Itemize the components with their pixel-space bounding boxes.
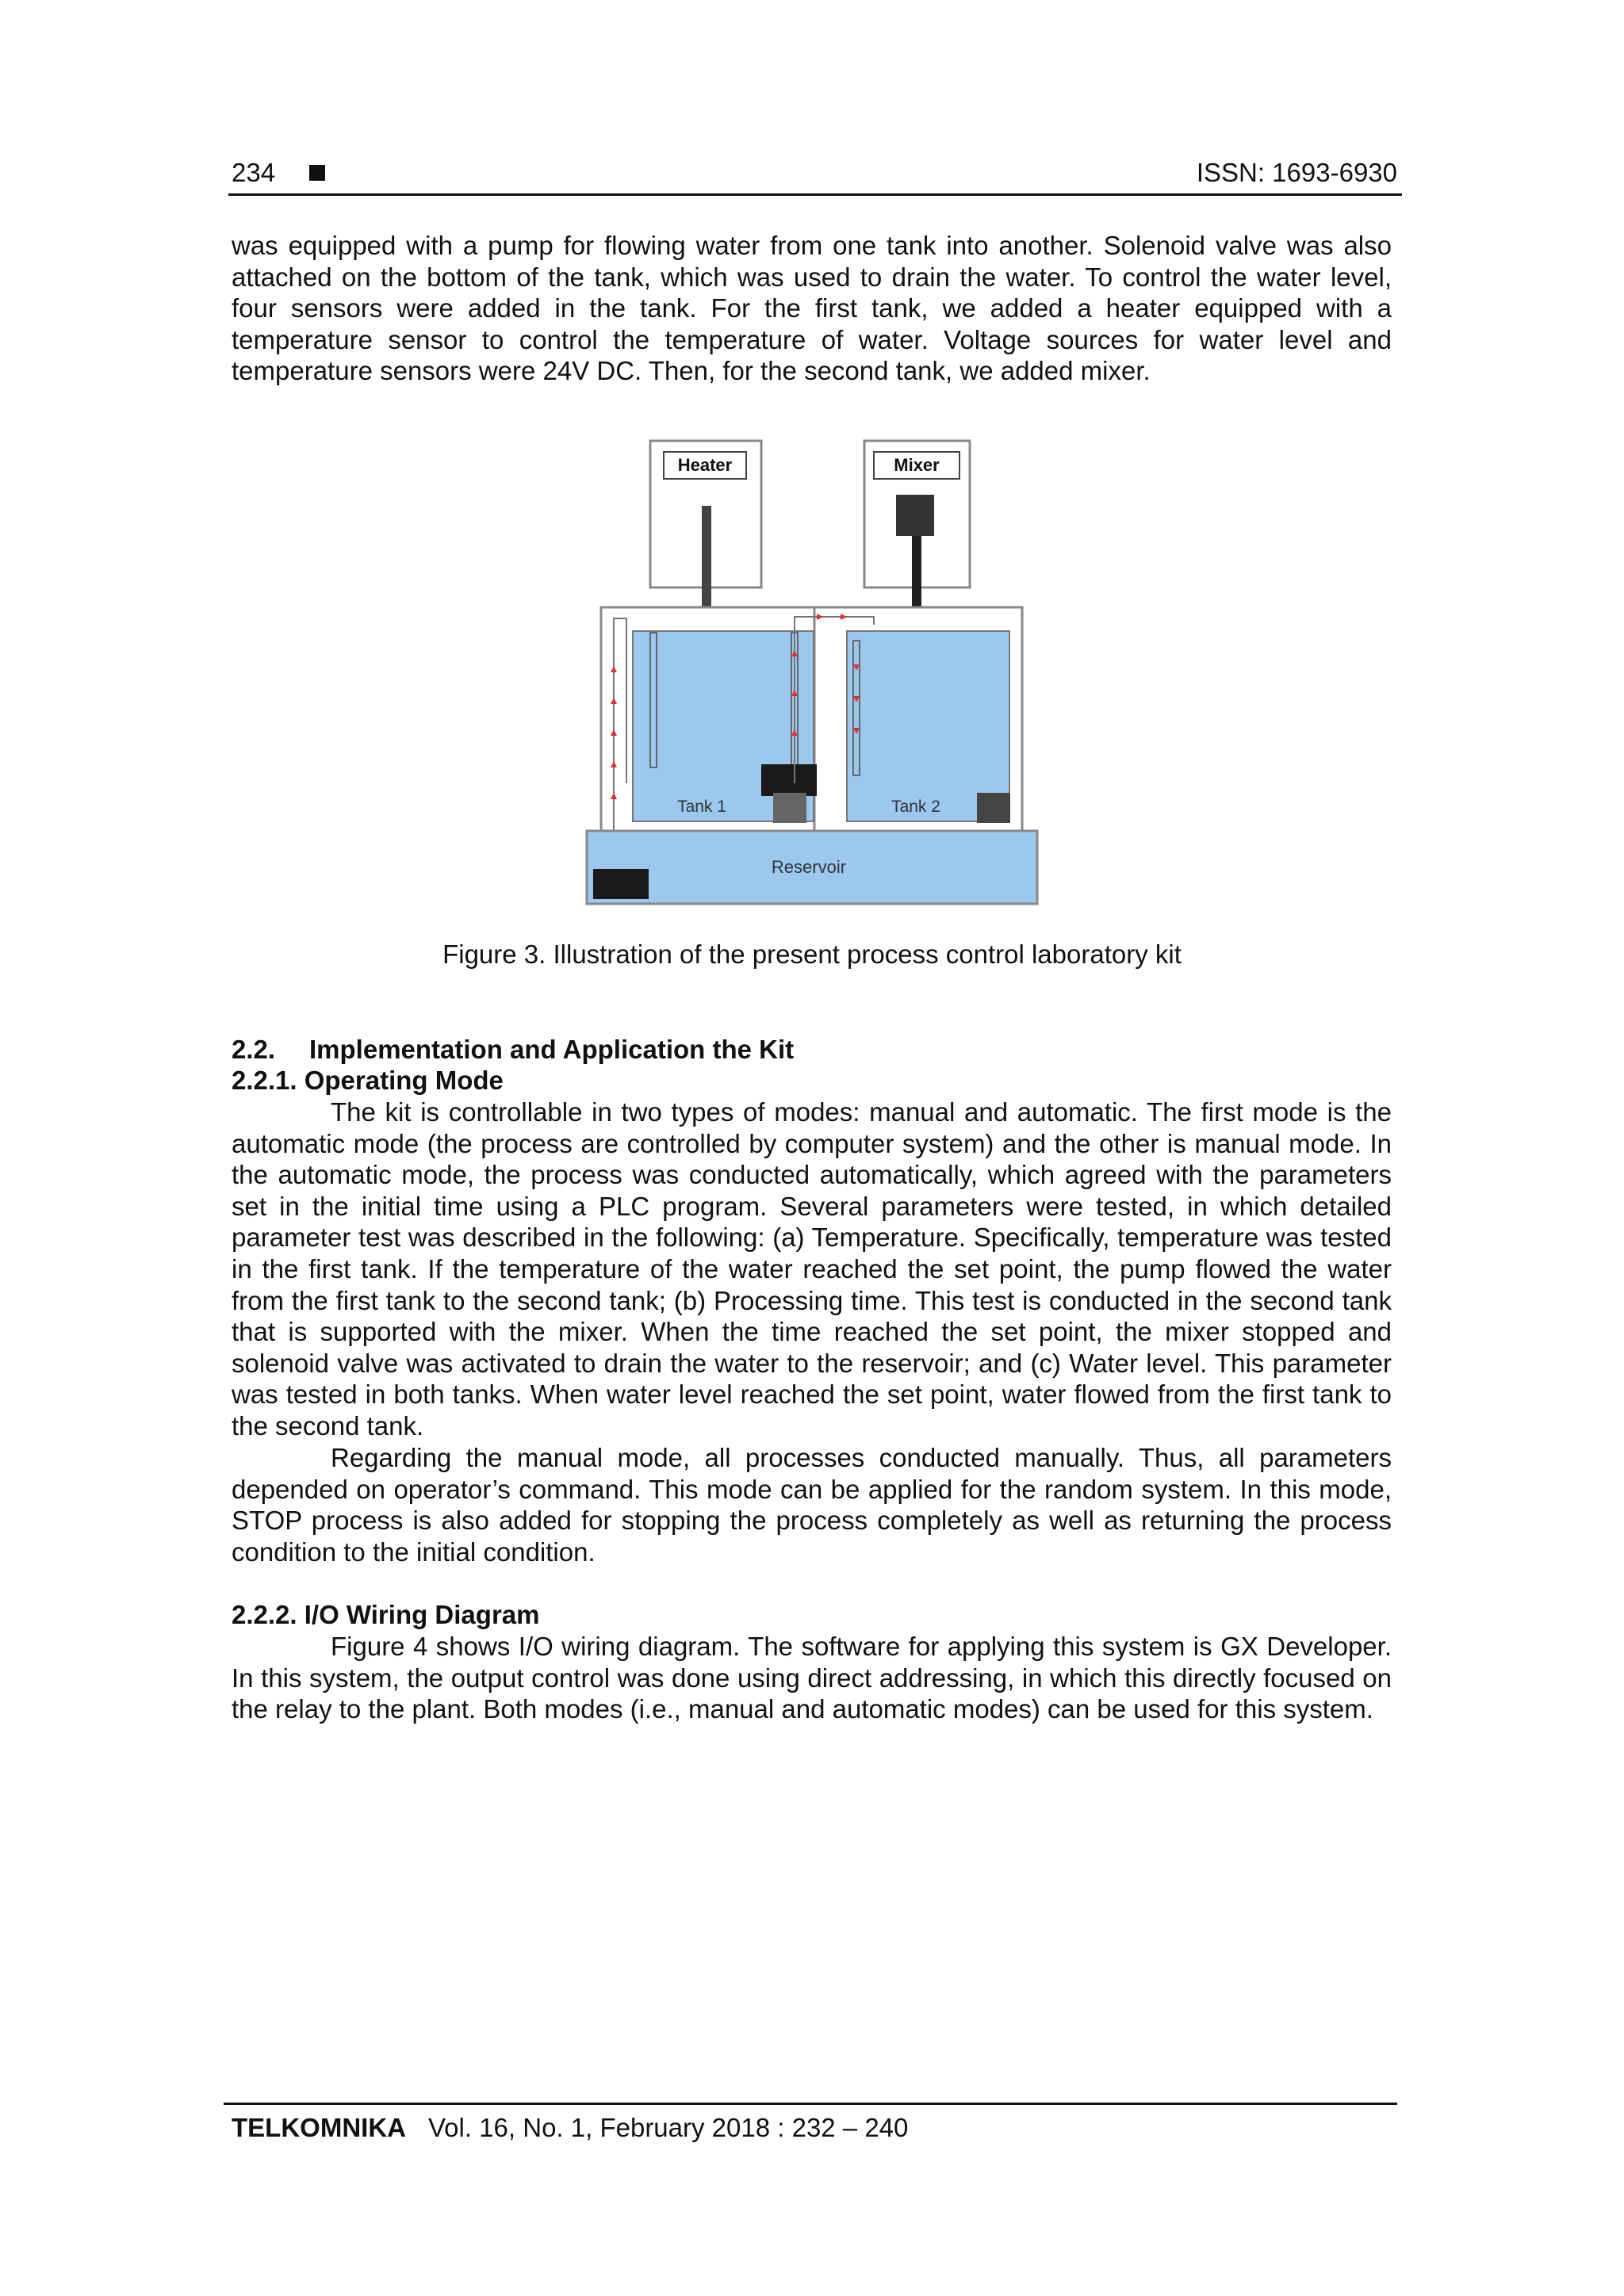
- mixer-label: Mixer: [894, 455, 940, 475]
- running-footer: [232, 2109, 908, 2147]
- citation: Vol. 16, No. 1, February 2018 : 232 – 240: [427, 2113, 909, 2142]
- figure-caption: Figure 3. Illustration of the present process control laboratory kit: [442, 939, 1182, 969]
- header-rule: [228, 193, 1402, 196]
- section-title: Implementation and Application the Kit: [309, 1035, 795, 1064]
- tank2-valve: [977, 793, 1010, 823]
- tank1-label: Tank 1: [677, 798, 726, 816]
- pump: [593, 869, 649, 899]
- heater-element: [761, 764, 817, 796]
- page-number: 234: [232, 158, 276, 187]
- subsection-heading-2-2-1: 2.2.1. Operating Mode: [232, 1066, 504, 1095]
- subsection-heading-2-2-2: 2.2.2. I/O Wiring Diagram: [232, 1600, 540, 1629]
- section-number: 2.2.: [232, 1035, 276, 1064]
- running-header: [232, 154, 1397, 192]
- paragraph-manual-mode: Regarding the manual mode, all processes conducted manually. Thus, all parameters depended on operator’s command. This mode can be applied for the random system. In this mode, STOP process is also added for stopping the process completely as well as returning the process condition to the initial condition.: [232, 1443, 1392, 1567]
- paragraph-intro: was equipped with a pump for flowing water from one tank into another. Solenoid valve was also attached on the bottom of the tank, which was used to drain the water. To control the water level, four sensors were added in the tank. For the first tank, we added a heater equipped with a temperature sensor to control the temperature of water. Voltage sources for water level and temperature sensors were 24V DC. Then, for the second tank, we added mixer.: [232, 231, 1392, 386]
- heater-label: Heater: [677, 455, 733, 475]
- paragraph-wiring: Figure 4 shows I/O wiring diagram. The software for applying this system is GX Developer. In this system, the output control was done using direct addressing, in which this directly focused on the relay to the plant. Both modes (i.e., manual and automatic modes) can be used for this system.: [232, 1632, 1392, 1724]
- tank2-label: Tank 2: [891, 798, 940, 816]
- issn: ISSN: 1693-6930: [1196, 158, 1397, 187]
- footer-rule: [224, 2103, 1397, 2105]
- mixer-motor: [896, 495, 934, 536]
- square-bullet-icon: [309, 165, 325, 181]
- tank1-valve: [773, 793, 806, 823]
- journal-name: TELKOMNIKA: [232, 2113, 406, 2142]
- section-heading-2-2: [232, 1034, 794, 1066]
- paragraph-operating-mode: The kit is controllable in two types of modes: manual and automatic. The first mode is the automatic mode (the process are controlled by computer system) and the other is manual mode. In the automatic mode, the process was conducted automatically, which agreed with the parameters set in the initial time using a PLC program. Several parameters were tested, in which detailed parameter test was described in the following: (a) Temperature. Specifically, temperature was tested in the first tank. If the temperature of the water reached the set point, the pump flowed the water from the first tank to the second tank; (b) Processing time. This test is conducted in the second tank that is supported with the mixer. When the time reached the set point, the mixer stopped and solenoid valve was activated to drain the water to the reservoir; and (c) Water level. This parameter was tested in both tanks. When water level reached the set point, water flowed from the first tank to the second tank.: [232, 1097, 1392, 1441]
- figure-3-diagram: [579, 434, 1055, 910]
- reservoir-label: Reservoir: [771, 857, 847, 877]
